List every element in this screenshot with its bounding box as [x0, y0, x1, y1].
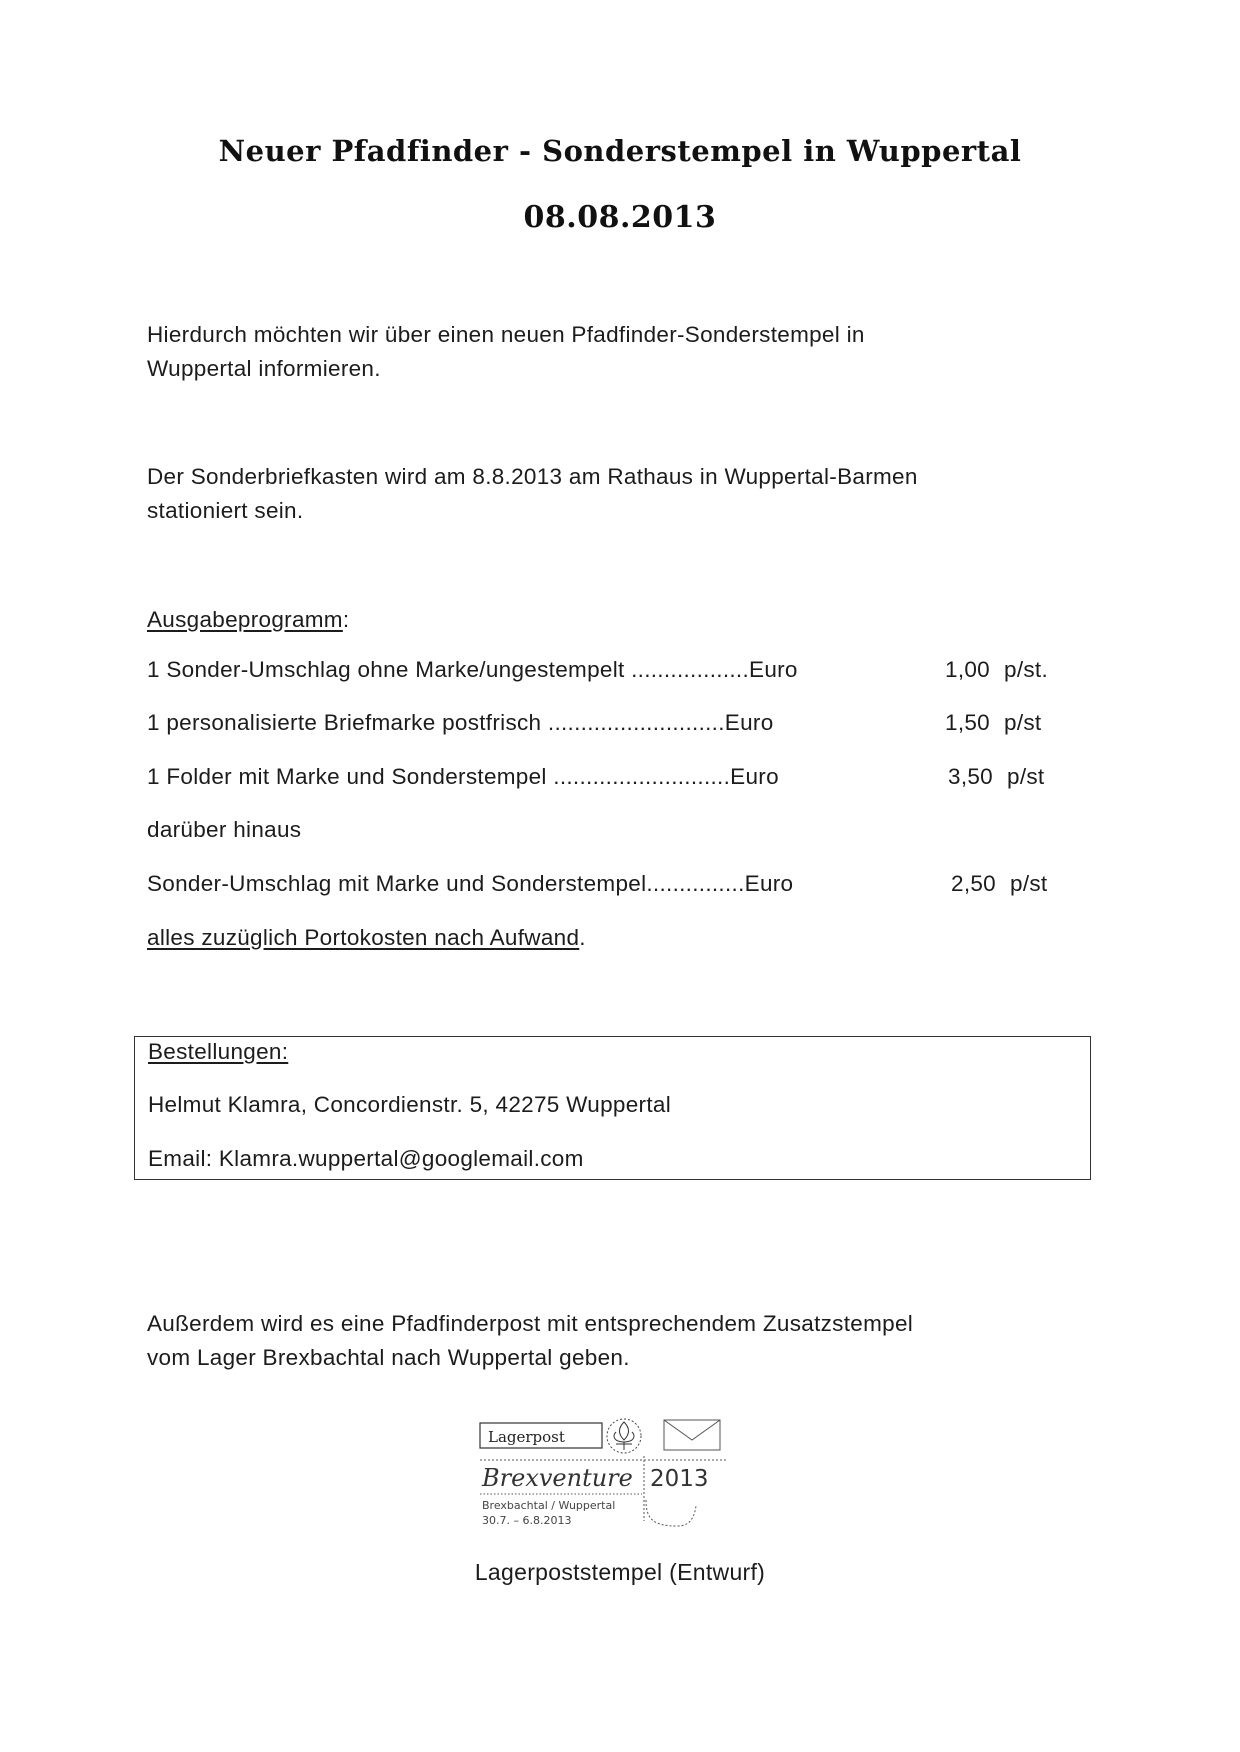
program-footnote: [147, 925, 1047, 955]
item-price: 1,50: [945, 710, 990, 735]
stamp-event-name: Brexventure: [482, 1464, 633, 1492]
item-description: 1 Folder mit Marke und Sonderstempel ...........................Euro: [147, 764, 779, 789]
footnote-period: .: [579, 925, 586, 950]
stamp-place: Brexbachtal / Wuppertal: [482, 1499, 616, 1512]
program-heading-colon: :: [342, 607, 350, 632]
stamp-dates: 30.7. – 6.8.2013: [482, 1514, 572, 1527]
item-description: 1 personalisierte Briefmarke postfrisch ...........................Euro: [147, 710, 774, 735]
orders-box: [134, 1036, 1091, 1180]
location-line-2: stationiert sein.: [147, 498, 304, 523]
program-item: [147, 657, 1047, 687]
orders-email: Email: Klamra.wuppertal@googlemail.com: [148, 1146, 584, 1171]
item-unit: p/st: [1004, 710, 1042, 735]
program-item: [147, 710, 1047, 740]
envelope-icon: [664, 1420, 720, 1450]
intro-line-2: Wuppertal informieren.: [147, 356, 381, 381]
extra-label-text: darüber hinaus: [147, 817, 302, 842]
item-description: 1 Sonder-Umschlag ohne Marke/ungestempelt ..................Euro: [147, 657, 798, 682]
program-heading-text: Ausgabeprogramm: [147, 607, 343, 632]
item-description: Sonder-Umschlag mit Marke und Sonderstempel...............Euro: [147, 871, 794, 896]
stamp-caption: Lagerpoststempel (Entwurf): [474, 1559, 766, 1585]
page-title: Neuer Pfadfinder - Sonderstempel in Wuppertal: [218, 134, 1022, 168]
program-heading: [147, 603, 349, 637]
closing-line-2: vom Lager Brexbachtal nach Wuppertal geben.: [147, 1345, 630, 1370]
item-price: 3,50: [948, 764, 993, 789]
orders-address: Helmut Klamra, Concordienstr. 5, 42275 Wuppertal: [148, 1092, 671, 1117]
item-unit: p/st: [1010, 871, 1048, 896]
closing-paragraph: [147, 1307, 913, 1375]
program-item: [147, 764, 1047, 794]
program-extra-label: [147, 817, 1047, 847]
item-unit: p/st.: [1004, 657, 1049, 682]
program-item: [147, 871, 1047, 901]
event-date: 08.08.2013: [523, 200, 717, 235]
fleur-de-lis-icon: [607, 1419, 641, 1453]
intro-paragraph: [147, 318, 865, 386]
location-paragraph: [147, 460, 918, 528]
closing-line-1: Außerdem wird es eine Pfadfinderpost mit entsprechendem Zusatzstempel: [147, 1311, 914, 1336]
stamp-dotted-curve: [646, 1500, 696, 1526]
item-unit: p/st: [1007, 764, 1045, 789]
intro-line-1: Hierdurch möchten wir über einen neuen Pfadfinder-Sonderstempel in: [147, 322, 865, 347]
camp-post-stamp: [478, 1416, 733, 1536]
orders-heading: Bestellungen:: [148, 1039, 289, 1064]
footnote-text: alles zuzüglich Portokosten nach Aufwand: [147, 925, 580, 950]
location-line-1: Der Sonderbriefkasten wird am 8.8.2013 am Rathaus in Wuppertal-Barmen: [147, 464, 918, 489]
item-price: 1,00: [945, 657, 990, 682]
item-price: 2,50: [951, 871, 996, 896]
stamp-label: Lagerpost: [488, 1428, 565, 1446]
stamp-year: 2013: [650, 1466, 709, 1492]
